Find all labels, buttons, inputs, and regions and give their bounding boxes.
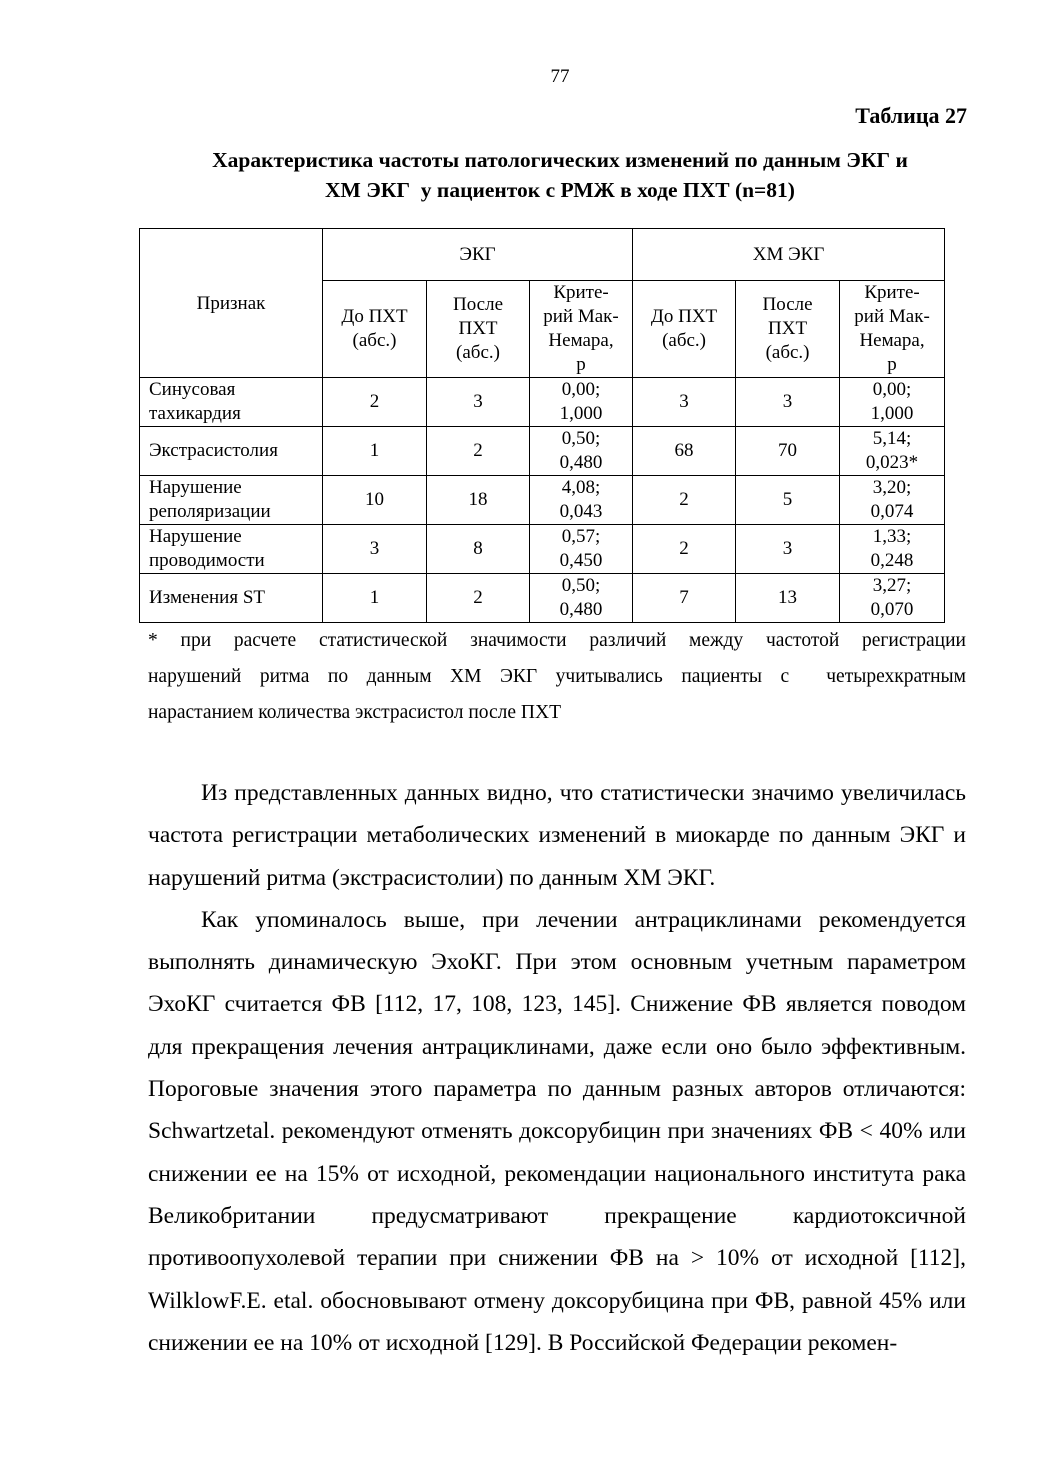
table-row (140, 525, 945, 574)
holter-criterion-value: 3,27; 0,070 (840, 574, 945, 623)
holter-before-value: 2 (633, 476, 736, 525)
row-feature: Изменения ST (140, 574, 323, 623)
holter-before-value: 68 (633, 427, 736, 476)
row-feature: Нарушение реполяризации (140, 476, 323, 525)
row-feature: Экстрасистолия (140, 427, 323, 476)
table-row (140, 378, 945, 427)
ecg-after-value: 2 (427, 427, 530, 476)
footnote-line: нарастанием количества экстрасистол после ПХТ (148, 702, 562, 723)
table-footnote (148, 623, 966, 731)
results-table (139, 228, 945, 623)
footnote-line: нарушений ритма по данным ХМ ЭКГ учитывались пациенты с четырехкратным (148, 666, 966, 687)
caption-line: ХМ ЭКГ у пациенток с РМЖ в ходе ПХТ (n=81) (325, 178, 795, 202)
holter-criterion-value: 5,14; 0,023* (840, 427, 945, 476)
ecg-criterion-value: 0,50; 0,480 (530, 427, 633, 476)
header-group-ecg: ЭКГ (323, 229, 633, 281)
row-feature: Нарушение проводимости (140, 525, 323, 574)
header-before: До ПХТ (абс.) (323, 281, 427, 378)
table-header-row (140, 229, 945, 281)
ecg-after-value: 3 (427, 378, 530, 427)
header-group-holter: ХМ ЭКГ (633, 229, 945, 281)
table-row (140, 574, 945, 623)
holter-before-value: 2 (633, 525, 736, 574)
ecg-criterion-value: 4,08; 0,043 (530, 476, 633, 525)
ecg-before-value: 3 (323, 525, 427, 574)
ecg-criterion-value: 0,50; 0,480 (530, 574, 633, 623)
footnote-line: * при расчете статистической значимости различий между частотой регистрации (148, 630, 966, 651)
ecg-criterion-value: 0,00; 1,000 (530, 378, 633, 427)
ecg-criterion-value: 0,57; 0,450 (530, 525, 633, 574)
table-caption (120, 145, 1000, 205)
ecg-after-value: 8 (427, 525, 530, 574)
ecg-after-value: 18 (427, 476, 530, 525)
holter-criterion-value: 3,20; 0,074 (840, 476, 945, 525)
row-feature: Синусовая тахикардия (140, 378, 323, 427)
table-row (140, 476, 945, 525)
table-row (140, 427, 945, 476)
paragraph: Из представленных данных видно, что статистически значимо увеличилась частота регистрации метаболических изменений в миокарде по данным ЭКГ и нарушений ритма (экстрасистолии) по данным ХМ ЭКГ. (148, 780, 966, 891)
header-feature: Признак (140, 229, 323, 378)
holter-before-value: 3 (633, 378, 736, 427)
table-label: Таблица 27 (855, 103, 967, 128)
ecg-before-value: 1 (323, 427, 427, 476)
holter-after-value: 3 (736, 378, 840, 427)
ecg-after-value: 2 (427, 574, 530, 623)
header-before: До ПХТ (абс.) (633, 281, 736, 378)
holter-after-value: 3 (736, 525, 840, 574)
holter-after-value: 13 (736, 574, 840, 623)
ecg-before-value: 2 (323, 378, 427, 427)
header-criterion: Крите- рий Мак- Немара, p (840, 281, 945, 378)
header-after: После ПХТ (абс.) (427, 281, 530, 378)
holter-criterion-value: 0,00; 1,000 (840, 378, 945, 427)
holter-before-value: 7 (633, 574, 736, 623)
table-body (140, 378, 945, 623)
paragraph: Как упоминалось выше, при лечении антрациклинами рекомендуется выполнять динамическую ЭхоКГ. При этом основным учетным параметром ЭхоКГ считается ФВ [112, 17, 108, 123, 145]. Снижение ФВ является поводом для прекращения лечения антрациклинами, даже если оно было эффективным. Пороговые значения этого параметра по данным разных авторов отличаются: Schwartzetal. рекомендуют отменять доксорубицин при значениях ФВ < 40% или снижении ее на 15% от исходной, рекомендации национального института рака Великобритании предусматривают прекращение кардиотоксичной противоопухолевой терапии при снижении ФВ на > 10% от исходной [112], WilklowF.E. etal. обосновывают отмену доксорубицина при ФВ, равной 45% или снижении ее на 10% от исходной [129]. В Российской Федерации рекомен- (148, 906, 966, 1356)
caption-line: Характеристика частоты патологических изменений по данным ЭКГ и (212, 148, 908, 172)
header-after: После ПХТ (абс.) (736, 281, 840, 378)
header-criterion: Крите- рий Мак- Немара, p (530, 281, 633, 378)
holter-after-value: 5 (736, 476, 840, 525)
body-text (148, 772, 966, 1364)
ecg-before-value: 10 (323, 476, 427, 525)
page-number: 77 (550, 66, 570, 87)
holter-after-value: 70 (736, 427, 840, 476)
ecg-before-value: 1 (323, 574, 427, 623)
holter-criterion-value: 1,33; 0,248 (840, 525, 945, 574)
